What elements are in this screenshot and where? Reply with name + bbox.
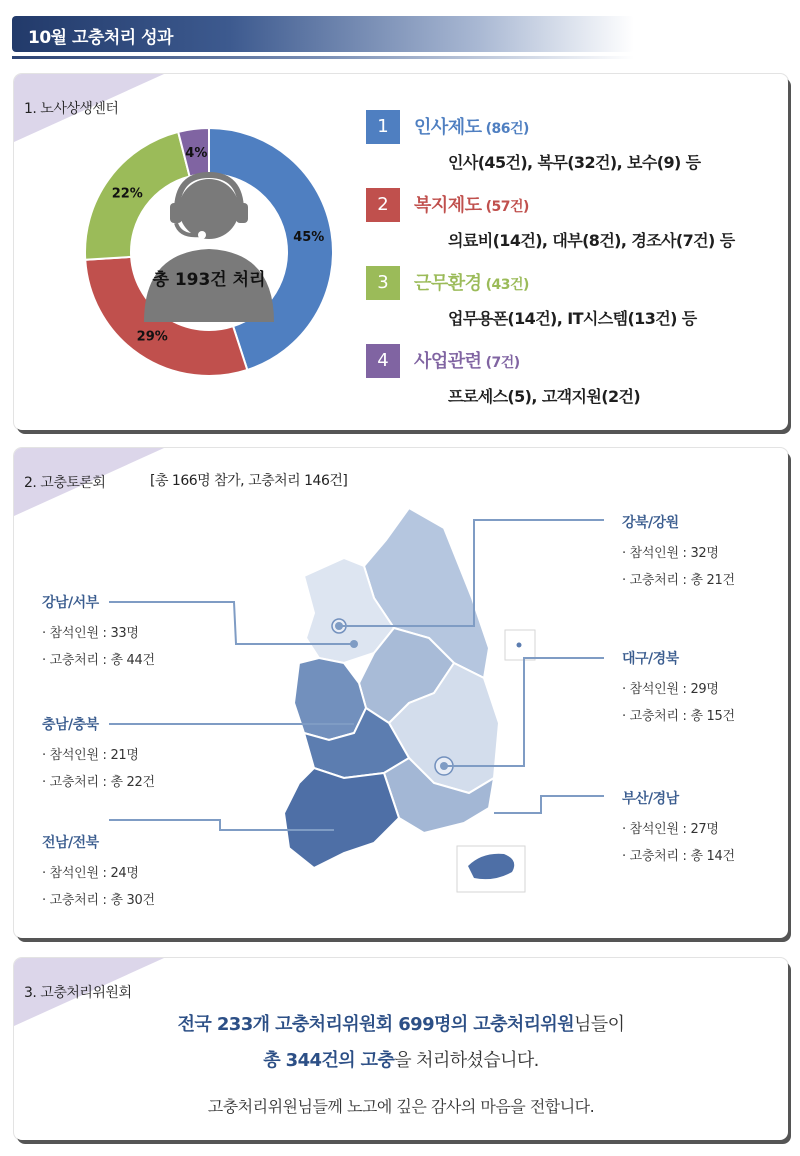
legend-category-name: 인사제도 xyxy=(414,117,482,138)
legend-category-count: (43건) xyxy=(485,277,529,293)
legend-item xyxy=(366,338,766,416)
leader-line-busan xyxy=(494,796,604,813)
legend-item xyxy=(366,182,766,260)
section-title: 1. 노사상생센터 xyxy=(24,101,119,117)
donut-slice-label: 22% xyxy=(111,186,143,202)
committee-message-line1 xyxy=(14,1010,788,1036)
region-card xyxy=(42,592,155,668)
region-name: 부산/경남 xyxy=(622,791,679,807)
region-card xyxy=(622,788,735,864)
category-legend xyxy=(366,104,766,416)
legend-detail: 의료비(14건), 대부(8건), 경조사(7건) 등 xyxy=(448,231,735,250)
section-title: 2. 고충토론회 xyxy=(24,475,106,491)
header-bar xyxy=(12,16,634,52)
donut-slice-label: 45% xyxy=(293,230,325,246)
map-region-jeju xyxy=(468,854,514,879)
map-region-chungnam xyxy=(294,658,366,740)
region-cases: · 고충처리 : 총 30건 xyxy=(42,893,155,908)
section-title: 3. 고충처리위원회 xyxy=(24,985,132,1001)
committee-highlight: 전국 233개 고충처리위원회 699명의 고충처리위원 xyxy=(177,1014,575,1035)
region-participants: · 참석인원 : 33명 xyxy=(42,626,139,641)
region-card xyxy=(622,512,735,588)
pin-gangnam xyxy=(350,640,358,648)
legend-number-badge: 2 xyxy=(366,188,400,222)
region-cases: · 고충처리 : 총 14건 xyxy=(622,849,735,864)
region-name: 충남/충북 xyxy=(42,717,99,733)
committee-thanks: 고충처리위원님들께 노고에 깊은 감사의 마음을 전합니다. xyxy=(207,1097,595,1116)
legend-number-badge: 1 xyxy=(366,110,400,144)
region-participants: · 참석인원 : 21명 xyxy=(42,748,139,763)
legend-number-badge: 4 xyxy=(366,344,400,378)
legend-category-count: (86건) xyxy=(485,121,529,137)
region-participants: · 참석인원 : 27명 xyxy=(622,822,719,837)
legend-category-count: (57건) xyxy=(485,199,529,215)
region-participants: · 참석인원 : 29명 xyxy=(622,682,719,697)
header-underline xyxy=(12,56,634,59)
committee-highlight: 총 344건의 고충 xyxy=(263,1050,395,1071)
section-forum xyxy=(14,448,788,938)
donut-slice-label: 29% xyxy=(136,329,168,345)
region-card xyxy=(622,648,735,724)
legend-detail: 업무용폰(14건), IT시스템(13건) 등 xyxy=(448,309,697,328)
legend-number-badge: 3 xyxy=(366,266,400,300)
region-cases: · 고충처리 : 총 15건 xyxy=(622,709,735,724)
page-title: 10월 고충처리 성과 xyxy=(28,28,173,48)
legend-category xyxy=(414,269,529,295)
legend-category-name: 사업관련 xyxy=(414,351,482,372)
region-card xyxy=(42,714,155,790)
legend-category-name: 복지제도 xyxy=(414,195,482,216)
pin-daegu xyxy=(440,762,448,770)
legend-detail: 프로세스(5), 고객지원(2건) xyxy=(448,387,641,406)
legend-category-count: (7건) xyxy=(485,355,520,371)
committee-message-line2 xyxy=(14,1046,788,1072)
region-cases: · 고충처리 : 총 44건 xyxy=(42,653,155,668)
pin-gangbuk xyxy=(335,622,343,630)
legend-category xyxy=(414,347,520,373)
donut-slice-label: 4% xyxy=(185,145,208,161)
region-participants: · 참석인원 : 32명 xyxy=(622,546,719,561)
donut-chart xyxy=(84,127,334,377)
region-name: 강남/서부 xyxy=(42,595,99,611)
forum-summary: [총 166명 참가, 고충처리 146건] xyxy=(150,473,348,489)
region-name: 전남/전북 xyxy=(42,835,99,851)
ulleung-island xyxy=(517,643,522,648)
committee-text: 님들이 xyxy=(574,1014,625,1035)
legend-category xyxy=(414,113,529,139)
region-cases: · 고충처리 : 총 22건 xyxy=(42,775,155,790)
committee-text: 을 처리하셨습니다. xyxy=(394,1050,539,1071)
section-support-center xyxy=(14,74,788,430)
region-participants: · 참석인원 : 24명 xyxy=(42,866,139,881)
donut-center-label: 총 193건 처리 xyxy=(152,270,266,290)
region-name: 대구/경북 xyxy=(622,651,679,667)
map-region-jeonnam xyxy=(284,768,399,868)
section-committee xyxy=(14,958,788,1140)
legend-category-name: 근무환경 xyxy=(414,273,482,294)
region-cases: · 고충처리 : 총 21건 xyxy=(622,573,735,588)
legend-item xyxy=(366,260,766,338)
legend-detail: 인사(45건), 복무(32건), 보수(9) 등 xyxy=(448,153,701,172)
region-name: 강북/강원 xyxy=(622,515,679,531)
region-card xyxy=(42,832,155,908)
legend-item xyxy=(366,104,766,182)
legend-category xyxy=(414,191,529,217)
